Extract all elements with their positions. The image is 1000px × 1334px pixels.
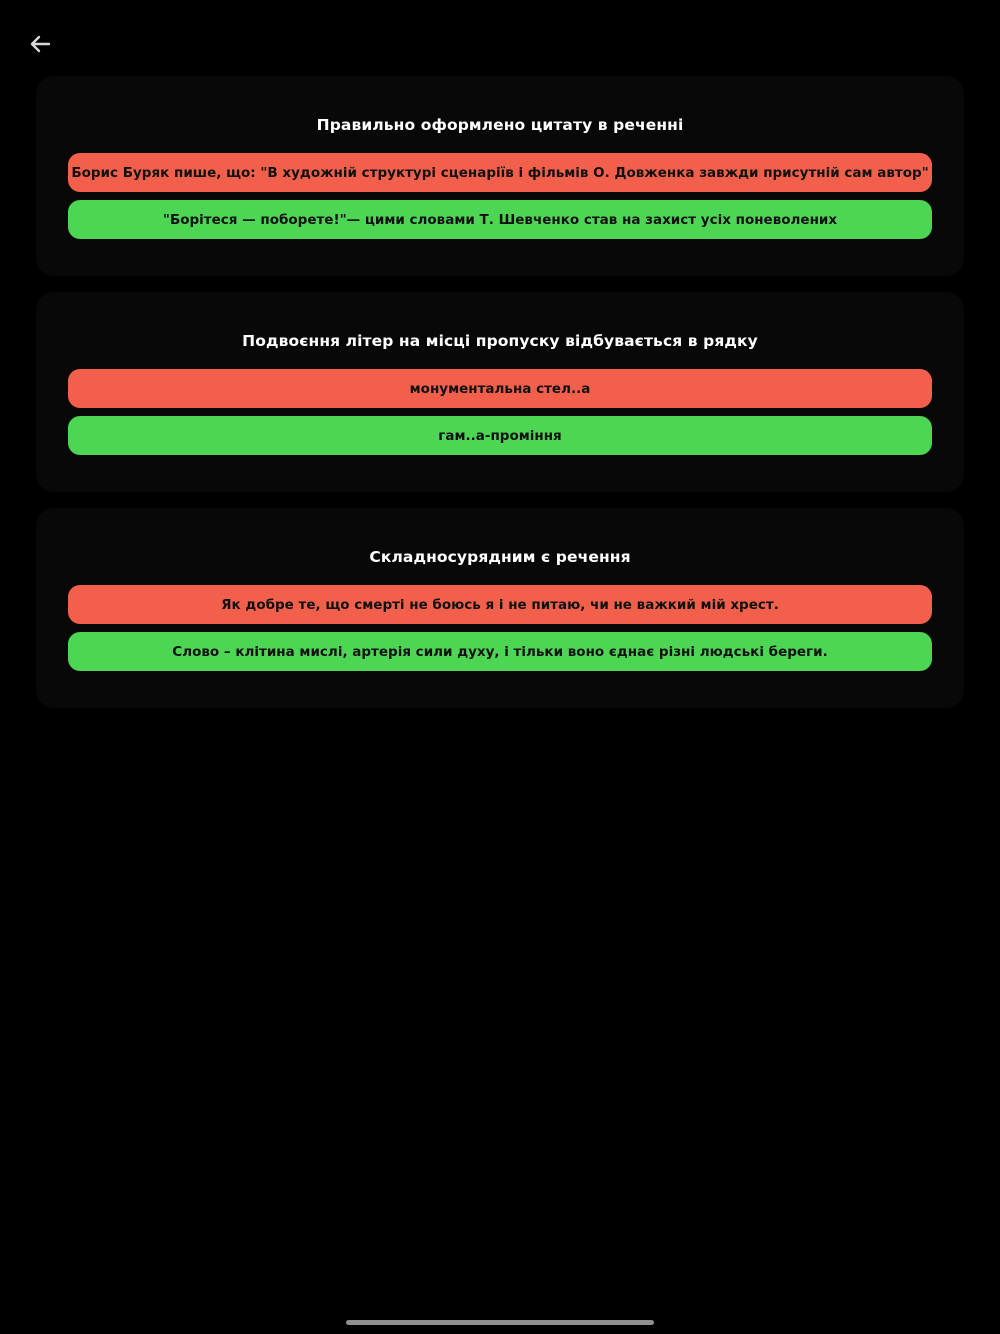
- question-card-3: [36, 508, 964, 708]
- answer-wrong[interactable]: Борис Буряк пише, що: "В художній структурі сценаріїв і фільмів О. Довженка завжди присутній сам автор": [68, 153, 932, 192]
- question-card-1: [36, 76, 964, 276]
- answer-wrong[interactable]: монументальна стел..а: [68, 369, 932, 408]
- answer-correct[interactable]: гам..а-проміння: [68, 416, 932, 455]
- answer-correct[interactable]: Слово – клітина мислі, артерія сили духу, і тільки воно єднає різні людські береги.: [68, 632, 932, 671]
- answer-wrong[interactable]: Як добре те, що смерті не боюсь я і не питаю, чи не важкий мій хрест.: [68, 585, 932, 624]
- question-title: Подвоєння літер на місці пропуску відбувається в рядку: [242, 332, 758, 350]
- question-title: Правильно оформлено цитату в реченні: [316, 116, 684, 134]
- question-title: Складносурядним є речення: [369, 548, 631, 566]
- answer-correct[interactable]: "Борітеся — поборете!"— цими словами Т. Шевченко став на захист усіх поневолених: [68, 200, 932, 239]
- back-button[interactable]: [24, 28, 56, 60]
- question-list: [36, 76, 964, 724]
- arrow-left-icon: [29, 35, 51, 53]
- home-indicator[interactable]: [346, 1320, 654, 1325]
- question-card-2: [36, 292, 964, 492]
